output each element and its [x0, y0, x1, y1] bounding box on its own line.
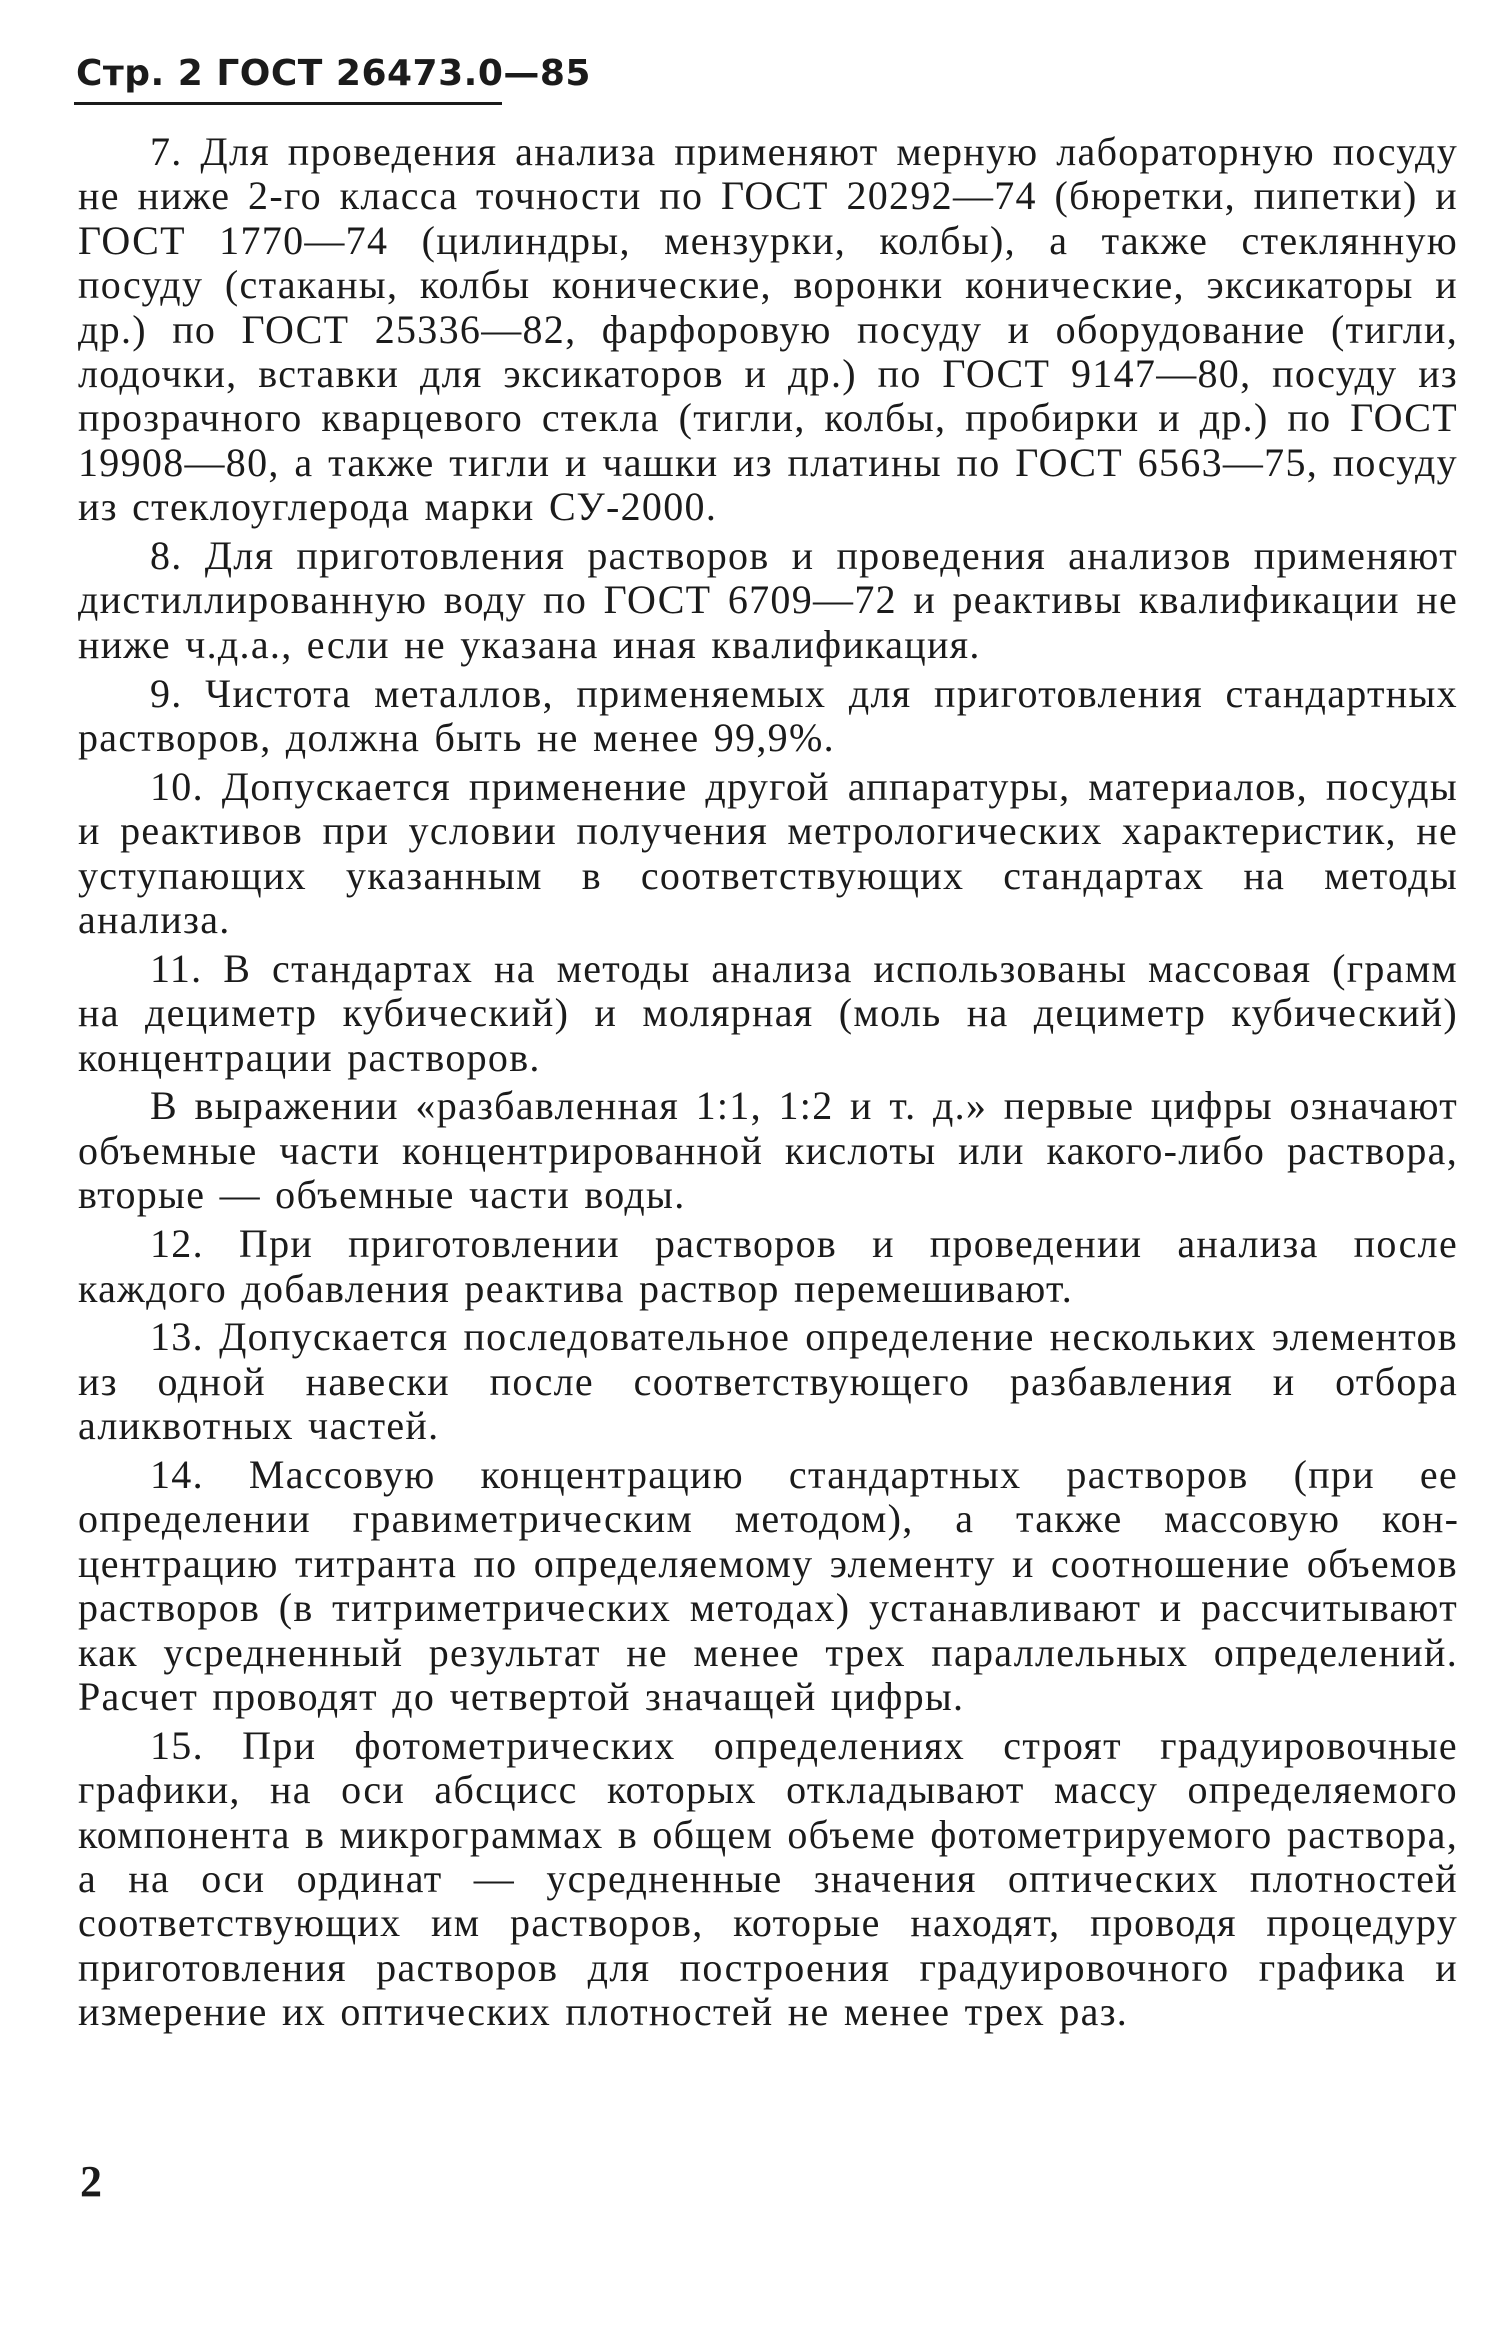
page-number: 2 — [80, 2157, 102, 2206]
clause-11: 11. В стандартах на методы анализа использованы массовая (грамм на дециметр кубический) и молярная (моль на дециметр кубический) концентрации растворов. — [78, 945, 1458, 1080]
clause-13: 13. Допускается последовательное определение нескольких элементов из одной навески после соответствующего разбавления и отбора аликвотных частей. — [78, 1314, 1458, 1449]
clause-15: 15. При фотометрических определениях строят градуировочные графики, на оси абсцисс которых откладывают массу определяемого компонента в микрограммах в общем объеме фотометрируемого раствора, а на оси ординат — усредненные значения оптических плотностей соответствующих им растворов, которые находят, проводя процедуру приготовления растворов для построения градуировочного графика и измерение их оптических плотностей не менее трех раз. — [78, 1722, 1458, 2035]
clause-7: 7. Для проведения анализа применяют мерную лабораторную посуду не ниже 2-го класса точности по ГОСТ 20292—74 (бюретки, пипетки) и ГОСТ 1770—74 (цилиндры, мензурки, колбы), а также стеклянную посуду (стаканы, колбы конические, воронки конические, эксикаторы и др.) по ГОСТ 25336—82, фарфоровую посуду и оборудование (тигли, лодочки, вставки для эксикаторов и др.) по ГОСТ 9147—80, посуду из прозрачного кварцевого стекла (тигли, колбы, пробирки и др.) по ГОСТ 19908—80, а также тигли и чашки из платины по ГОСТ 6563—75, посуду из стеклоуглерода марки СУ-2000. — [78, 129, 1458, 530]
header-rule — [74, 102, 502, 105]
clause-10: 10. Допускается применение другой аппаратуры, материалов, посуды и реактивов при условии получения метрологических характеристик, не уступающих указанным в соответствующих стандартах на методы анализа. — [78, 763, 1458, 943]
clause-11-dilution-note: В выражении «разбавленная 1:1, 1:2 и т. д.» первые цифры означают объемные части концентрированной кислоты или какого-либо раствора, вторые — объемные части воды. — [78, 1083, 1458, 1218]
document-body — [78, 130, 1458, 2035]
clause-12: 12. При приготовлении растворов и проведении анализа после каждого добавления реактива раствор перемешивают. — [78, 1221, 1458, 1311]
clause-8: 8. Для приготовления растворов и проведения анализов применяют дистиллированную воду по ГОСТ 6709—72 и реактивы квалификации не ниже ч.д.а., если не указана иная квалификация. — [78, 533, 1458, 667]
running-head: Стр. 2 ГОСТ 26473.0—85 — [76, 53, 591, 94]
clause-9: 9. Чистота металлов, применяемых для приготовления стандартных растворов, должна быть не менее 99,9%. — [78, 670, 1458, 761]
clause-14: 14. Массовую концентрацию стандартных растворов (при ее определении гравиметрическим методом), а также массовую концентрацию титранта по определяемому элементу и соотношение объемов растворов (в титриметрических методах) устанавливают и рассчитывают как усредненный результат не менее трех параллельных определений. Расчет проводят до четвертой значащей цифры. — [78, 1451, 1458, 1719]
